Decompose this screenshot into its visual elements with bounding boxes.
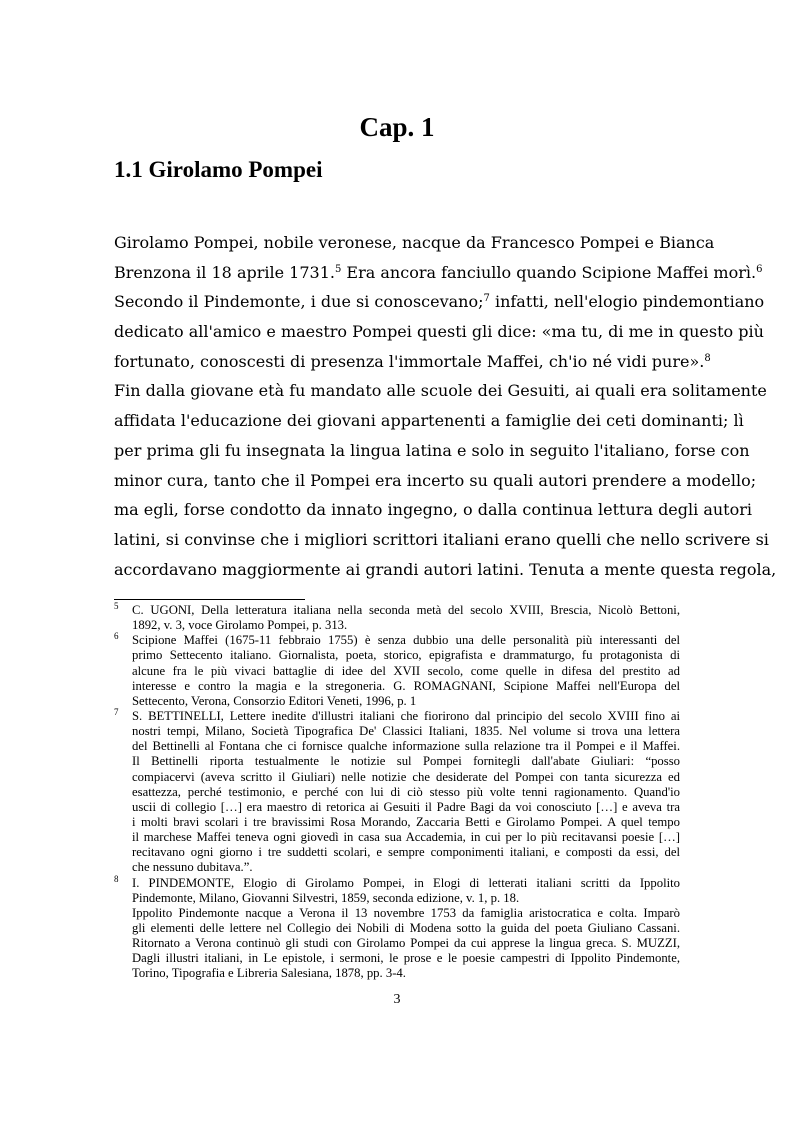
section-title: 1.1 Girolamo Pompei <box>114 157 323 182</box>
footnote-line: C. UGONI, Della letteratura italiana nella seconda metà del secolo XVIII, Brescia, Nicolò Bettoni, <box>132 603 680 617</box>
body-line: affidata l'educazione dei giovani appartenenti a famiglie dei ceti dominanti; lì <box>114 411 744 431</box>
footnote-line: del Bettinelli al Fontana che ci fornisce qualche informazione sulla relazione tra il Pompei e il Maffei. <box>132 739 680 754</box>
body-line: accordavano maggiormente ai grandi autori latini. Tenuta a mente questa regola, <box>114 559 777 579</box>
footnote-line: Ritornato a Verona continuò gli studi con Girolamo Pompei da cui apprese la lingua greca. S. MUZZI, <box>132 936 680 951</box>
footnotes <box>114 603 680 982</box>
footnote-line: Settecento, Verona, Consorzio Editori Veneti, 1996, p. 1 <box>132 693 417 708</box>
footnote-line: interesse e contro la magia e la stregoneria. G. ROMAGNANI, Scipione Maffei nell'Europa del <box>132 678 680 693</box>
footnote-line: Pindemonte, Milano, Giovanni Silvestri, 1859, seconda edizione, v. 1, p. 18. <box>132 890 520 905</box>
footnote-number: 8 <box>114 873 119 884</box>
footnote-line: uscii di collegio […] era maestro di retorica ai Gesuiti il Padre Bagi da voi conosciuto […] e aveva tra <box>132 799 680 814</box>
footnote-ref[interactable]: 5 <box>334 263 342 275</box>
footnote-6 <box>114 633 680 709</box>
chapter-title: Cap. 1 <box>359 112 435 142</box>
body-line: Girolamo Pompei, nobile veronese, nacque da Francesco Pompei e Bianca <box>114 233 715 252</box>
footnote-line: nostri tempi, Milano, Società Tipografica De' Classici Italiani, 1835. Nel volume si trova una lettera <box>132 724 680 739</box>
body-line: Secondo il Pindemonte, i due si conoscevano;$^7$ infatti, nell'elogio pindemontiano <box>114 292 765 312</box>
footnote-number: 5 <box>114 601 119 611</box>
footnote-5 <box>114 603 680 633</box>
footnote-line: il marchese Maffei teneva ogni giovedì in casa sua Accademia, in cui per lo più recitavansi poesie […] <box>132 830 680 845</box>
footnote-line: Dagli illustri italiani, in Le epistole, i sermoni, le prose e le poesie campestri di Ippolito Pindemonte, <box>132 951 680 966</box>
body-line: latini, si convinse che i migliori scrittori italiani erano quelli che nello scrivere si <box>114 529 769 549</box>
footnote-line: primo Settecento italiano. Giornalista, poeta, storico, epigrafista e drammaturgo, fu protagonista di <box>132 648 680 663</box>
body-text <box>114 228 777 584</box>
body-line: Fin dalla giovane età fu mandato alle scuole dei Gesuiti, ai quali era solitamente <box>114 381 767 401</box>
body-line: per prima gli fu insegnata la lingua latina e solo in seguito l'italiano, forse con <box>114 440 750 460</box>
page-number: 3 <box>393 992 401 1007</box>
footnote-line: Scipione Maffei (1675-11 febbraio 1755) è senza dubbio una delle personalità più interessanti del <box>132 633 680 648</box>
footnote-number: 7 <box>114 706 119 717</box>
footnote-line: S. BETTINELLI, Lettere inedite d'illustri italiani che fiorirono dal principio del secolo XVIII fino ai <box>132 708 680 723</box>
footnote-line: recitavano ogni giorno i tre suddetti scolari, e sempre componimenti italiani, e composti da essi, del <box>132 845 680 860</box>
footnote-line: alcune fra le più vivaci battaglie di idee del XVII secolo, come quelle in difesa del prestito ad <box>132 663 680 678</box>
footnote-7 <box>114 706 680 876</box>
footnote-number: 6 <box>114 631 119 642</box>
footnote-ref[interactable]: 7 <box>483 293 490 305</box>
footnote-ref[interactable]: 8 <box>704 352 711 364</box>
body-line: ma egli, forse condotto da innato ingegno, o dalla continua lettura degli autori <box>114 500 753 520</box>
footnote-8 <box>114 873 680 982</box>
footnote-line: 1892, v. 3, voce Girolamo Pompei, p. 313. <box>132 618 348 633</box>
footnote-line: i molti bravi scolari i tre bravissimi Rosa Morando, Zaccaria Betti e Girolamo Pompei. A quel tempo <box>132 814 680 829</box>
footnote-separator <box>114 599 305 600</box>
footnote-line: Il Bettinelli riporta testualmente le notizie sul Pompei fornitegli dall'abate Giuliari: “posso <box>132 754 680 769</box>
footnote-line: che nessuno dubitava.”. <box>132 860 253 875</box>
body-line: fortunato, conoscesti di presenza l'immortale Maffei, ch'io né vidi pure».$^8$ <box>114 351 711 371</box>
footnote-line: esattezza, perché testimonio, e perché con lui di ciò stesso più volte tenni ragionamento. Quand'io <box>132 784 680 799</box>
footnote-line: I. PINDEMONTE, Elogio di Girolamo Pompei, in Elogi di letterati italiani scritti da Ippolito <box>132 875 680 890</box>
footnote-line: Ippolito Pindemonte nacque a Verona il 13 novembre 1753 da famiglia aristocratica e colta. Imparò <box>132 905 680 920</box>
footnote-line: compiacervi (aveva scritto il Giuliari) nelle notizie che desiderate del Pompei con tanta sicurezza ed <box>132 769 680 784</box>
footnote-line: Torino, Tipografia e Libreria Salesiana, 1878, pp. 3-4. <box>132 966 406 981</box>
footnote-ref[interactable]: 6 <box>756 263 763 275</box>
footnote-line: gli elementi delle lettere nel Collegio dei Nobili di Modena sotto la guida del poeta Giuliano Cassani. <box>132 920 680 935</box>
body-line: dedicato all'amico e maestro Pompei questi gli dice: «ma tu, di me in questo più <box>114 322 764 342</box>
body-line: Brenzona il 18 aprile 1731.$^5$ Era ancora fanciullo quando Scipione Maffei morì.$^6$ <box>114 262 763 282</box>
body-line: minor cura, tanto che il Pompei era incerto su quali autori prendere a modello; <box>114 470 757 490</box>
